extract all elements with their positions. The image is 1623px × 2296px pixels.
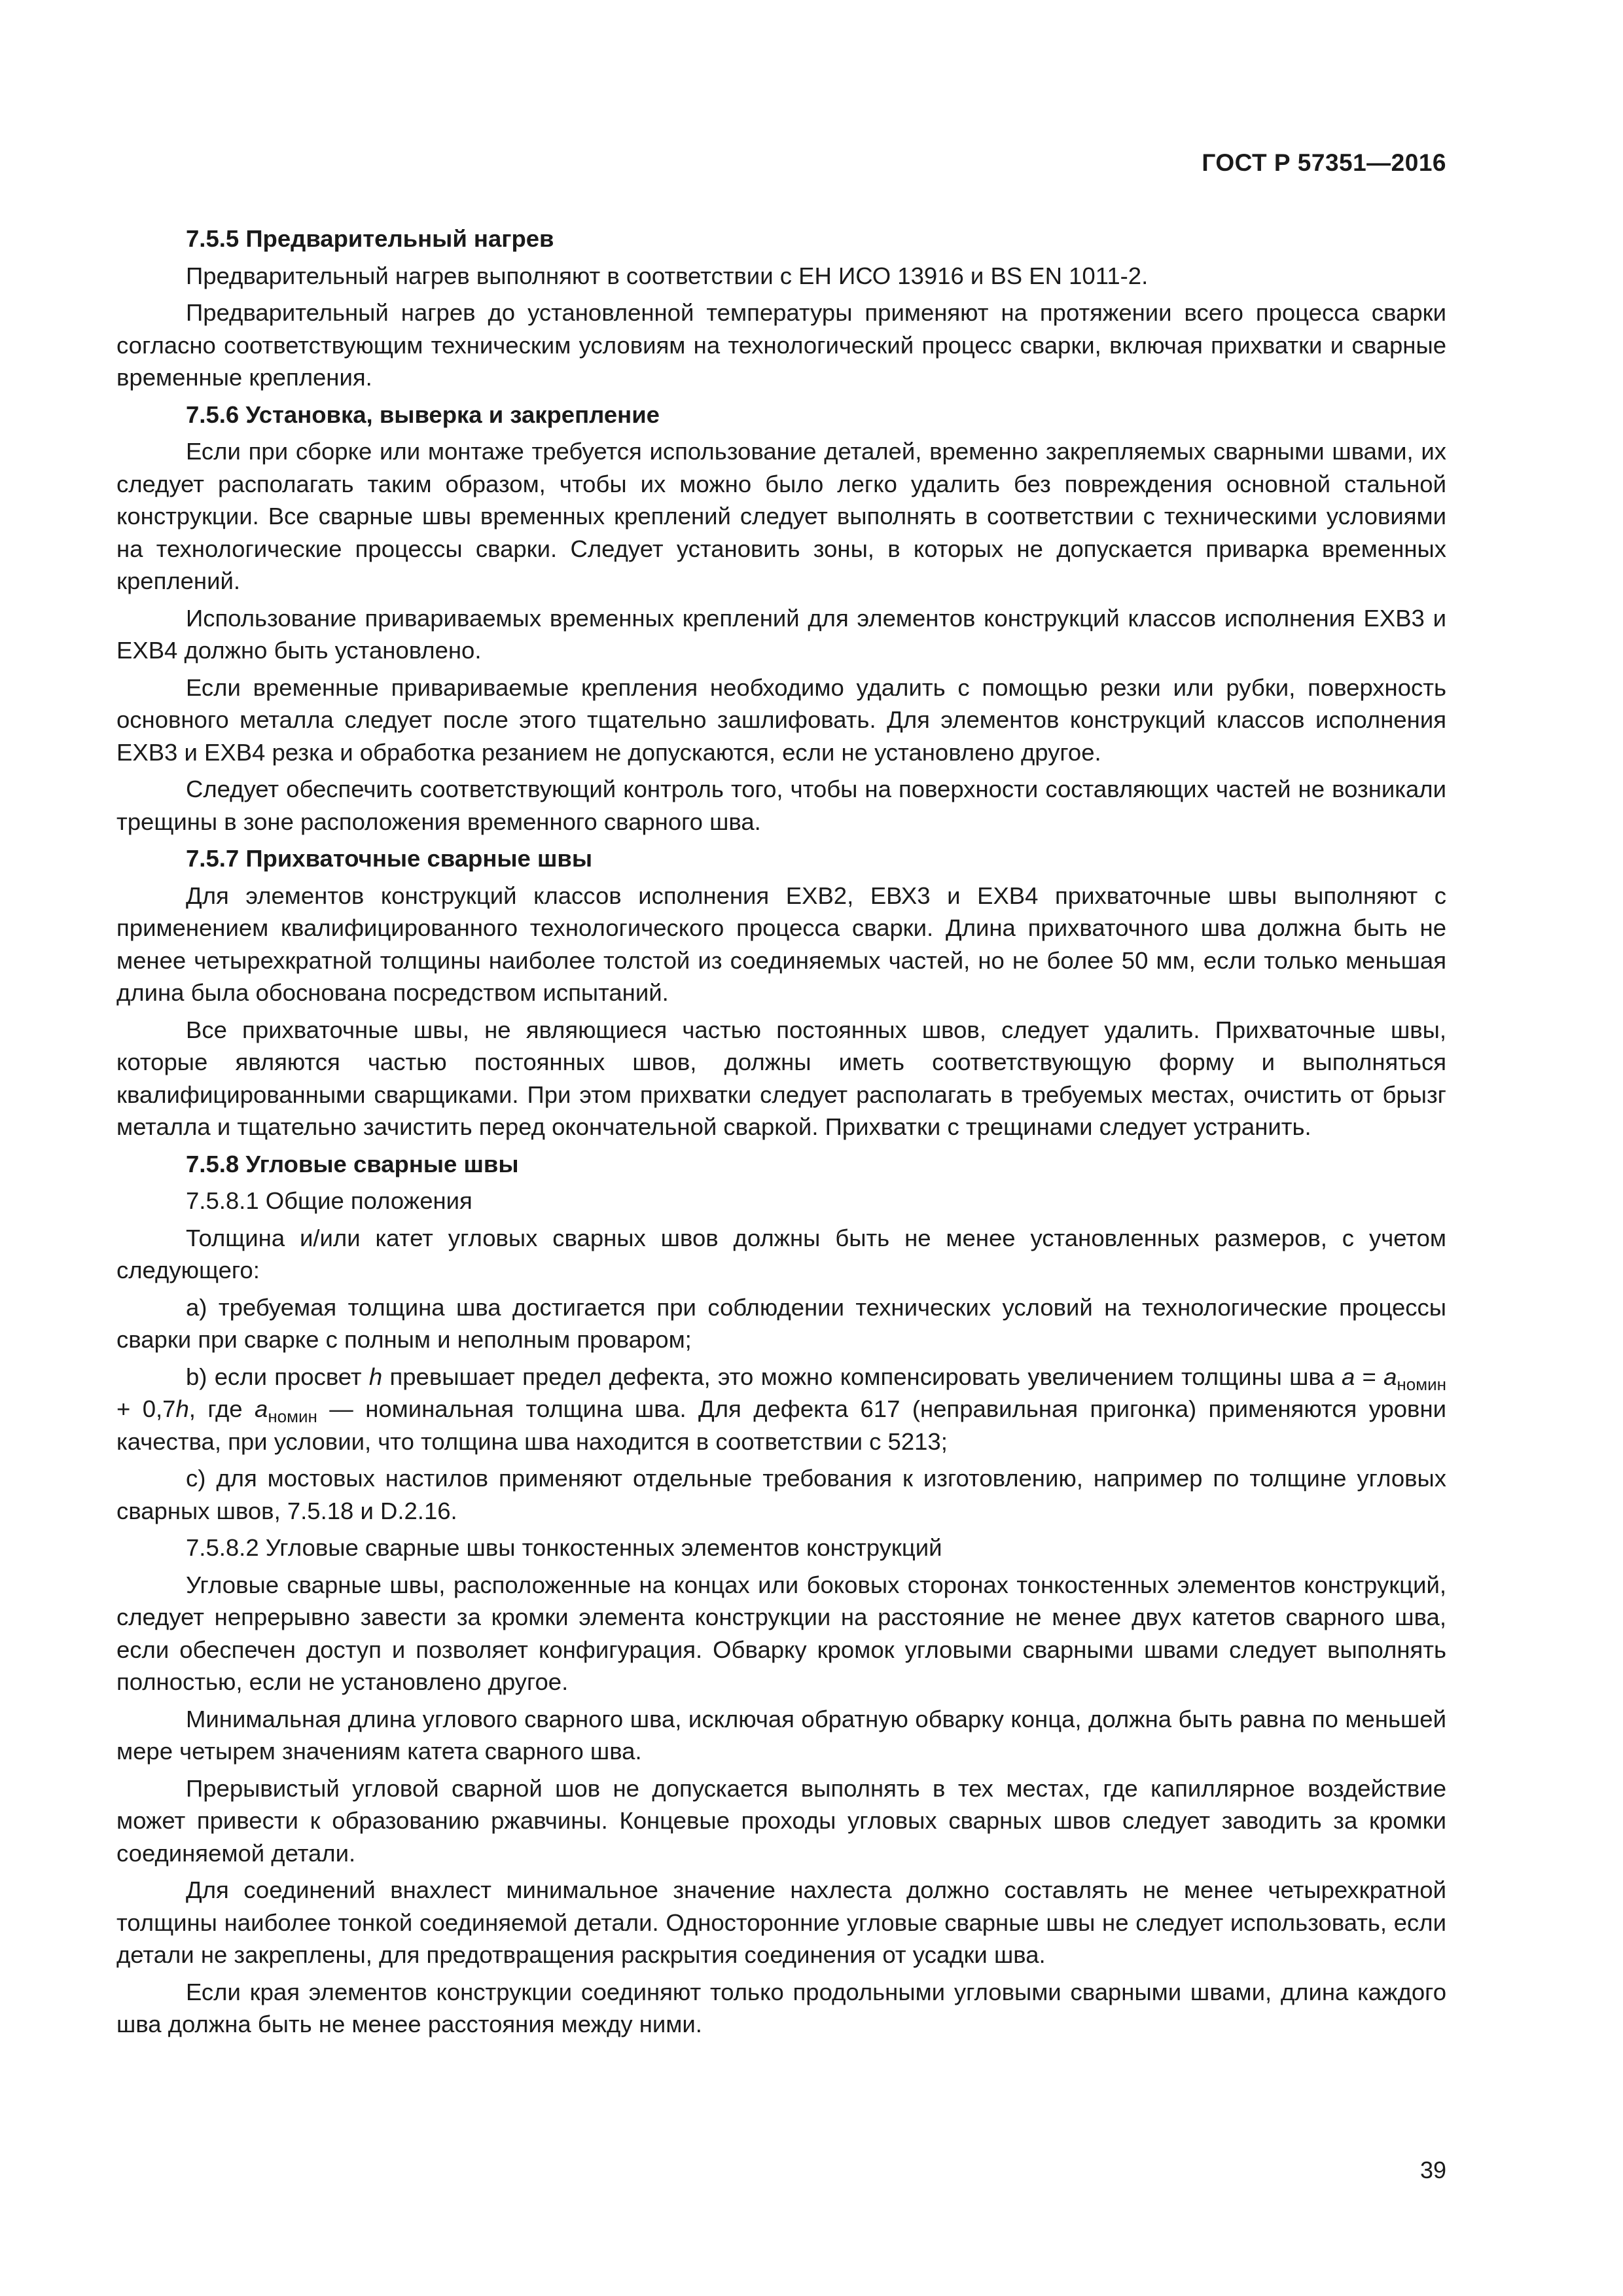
paragraph: Предварительный нагрев до установленной температуры применяют на протяжении всего процесса сварки согласно соответствующим техническим условиям на технологический процесс сварки, включая прихватки и сварные временные крепления.	[116, 299, 1446, 391]
standard-code-header: ГОСТ Р 57351—2016	[1202, 149, 1446, 176]
paragraph: Толщина и/или катет угловых сварных швов должны быть не менее установленных размеров, с учетом следующего:	[116, 1224, 1446, 1283]
paragraph: Минимальная длина углового сварного шва, исключая обратную обварку конца, должна быть равна по меньшей мере четырем значениям катета сварного шва.	[116, 1705, 1446, 1765]
section-7-5-6-title: 7.5.6 Установка, выверка и закрепление	[186, 401, 660, 428]
paragraph: Следует обеспечить соответствующий контроль того, чтобы на поверхности составляющих частей не возникали трещины в зоне расположения временного сварного шва.	[116, 776, 1446, 835]
list-item-b: b) если просвет h превышает предел дефекта, это можно компенсировать увеличением толщины шва $a = a_{номин} + 0,7h$, где $a_{номин}$ — номинальная толщина шва. Для дефекта 617 (неправильная пригонка) применяются уровни качества, при условии, что толщина шва находится в соответствии с 5213;	[116, 1363, 1446, 1455]
list-item-a: а) требуемая толщина шва достигается при соблюдении технических условий на технологические процессы сварки при сварке с полным и неполным проваром;	[116, 1293, 1446, 1353]
section-7-5-5-title: 7.5.5 Предварительный нагрев	[186, 225, 554, 252]
section-7-5-8-title: 7.5.8 Угловые сварные швы	[186, 1150, 519, 1177]
list-item-c: с) для мостовых настилов применяют отдельные требования к изготовлению, например по толщине угловых сварных швов, 7.5.18 и D.2.16.	[116, 1465, 1446, 1524]
paragraph: Для соединений внахлест минимальное значение нахлеста должно составлять не менее четырехкратной толщины наиболее тонкой соединяемой детали. Односторонние угловые сварные швы не следует использовать, если детали не закреплены, для предотвращения раскрытия соединения от усадки шва.	[116, 1876, 1446, 1968]
paragraph: Для элементов конструкций классов исполнения ЕХВ2, ЕВХ3 и ЕХВ4 прихваточные швы выполняют с применением квалифицированного технологического процесса сварки. Длина прихваточного шва должна быть не менее четырехкратной толщины наиболее толстой из соединяемых частей, но не более 50 мм, если только меньшая длина была обоснована посредством испытаний.	[116, 882, 1446, 1006]
paragraph: Использование привариваемых временных креплений для элементов конструкций классов исполнения ЕХВ3 и ЕХВ4 должно быть установлено.	[116, 604, 1446, 664]
document-body	[116, 223, 1446, 2045]
page-number: 39	[1419, 2157, 1446, 2183]
section-7-5-8-1-title: 7.5.8.1 Общие положения	[186, 1187, 473, 1214]
paragraph: Угловые сварные швы, расположенные на концах или боковых сторонах тонкостенных элементов конструкций, следует непрерывно завести за кромки элемента конструкции на расстояние не менее двух катетов сварного шва, если обеспечен доступ и позволяет конфигурация. Обварку кромок угловыми сварными швами следует выполнять полностью, если не установлено другое.	[116, 1571, 1446, 1695]
section-7-5-7-title: 7.5.7 Прихваточные сварные швы	[186, 845, 593, 872]
paragraph: Прерывистый угловой сварной шов не допускается выполнять в тех местах, где капиллярное воздействие может привести к образованию ржавчины. Концевые проходы угловых сварных швов следует заводить за кромки соединяемой детали.	[116, 1774, 1446, 1867]
paragraph: Если края элементов конструкции соединяют только продольными угловыми сварными швами, длина каждого шва должна быть не менее расстояния между ними.	[116, 1978, 1446, 2037]
paragraph: Если временные привариваемые крепления необходимо удалить с помощью резки или рубки, поверхность основного металла следует после этого тщательно зашлифовать. Для элементов конструкций классов исполнения ЕХВ3 и ЕХВ4 резка и обработка резанием не допускаются, если не установлено другое.	[116, 673, 1446, 766]
paragraph: Все прихваточные швы, не являющиеся частью постоянных швов, следует удалить. Прихваточные швы, которые являются частью постоянных швов, должны иметь соответствующую форму и выполняться квалифицированными сварщиками. При этом прихватки следует располагать в требуемых местах, очистить от брызг металла и тщательно зачистить перед окончательной сваркой. Прихватки с трещинами следует устранить.	[116, 1016, 1446, 1140]
paragraph: Если при сборке или монтаже требуется использование деталей, временно закрепляемых сварными швами, их следует располагать таким образом, чтобы их можно было легко удалить без повреждения основной стальной конструкции. Все сварные швы временных креплений следует выполнять в соответствии с техническими условиями на технологические процессы сварки. Следует установить зоны, в которых не допускается приварка временных креплений.	[116, 438, 1446, 594]
paragraph: Предварительный нагрев выполняют в соответствии с ЕН ИСО 13916 и BS EN 1011-2.	[186, 262, 1149, 289]
section-7-5-8-2-title: 7.5.8.2 Угловые сварные швы тонкостенных элементов конструкций	[186, 1534, 942, 1561]
